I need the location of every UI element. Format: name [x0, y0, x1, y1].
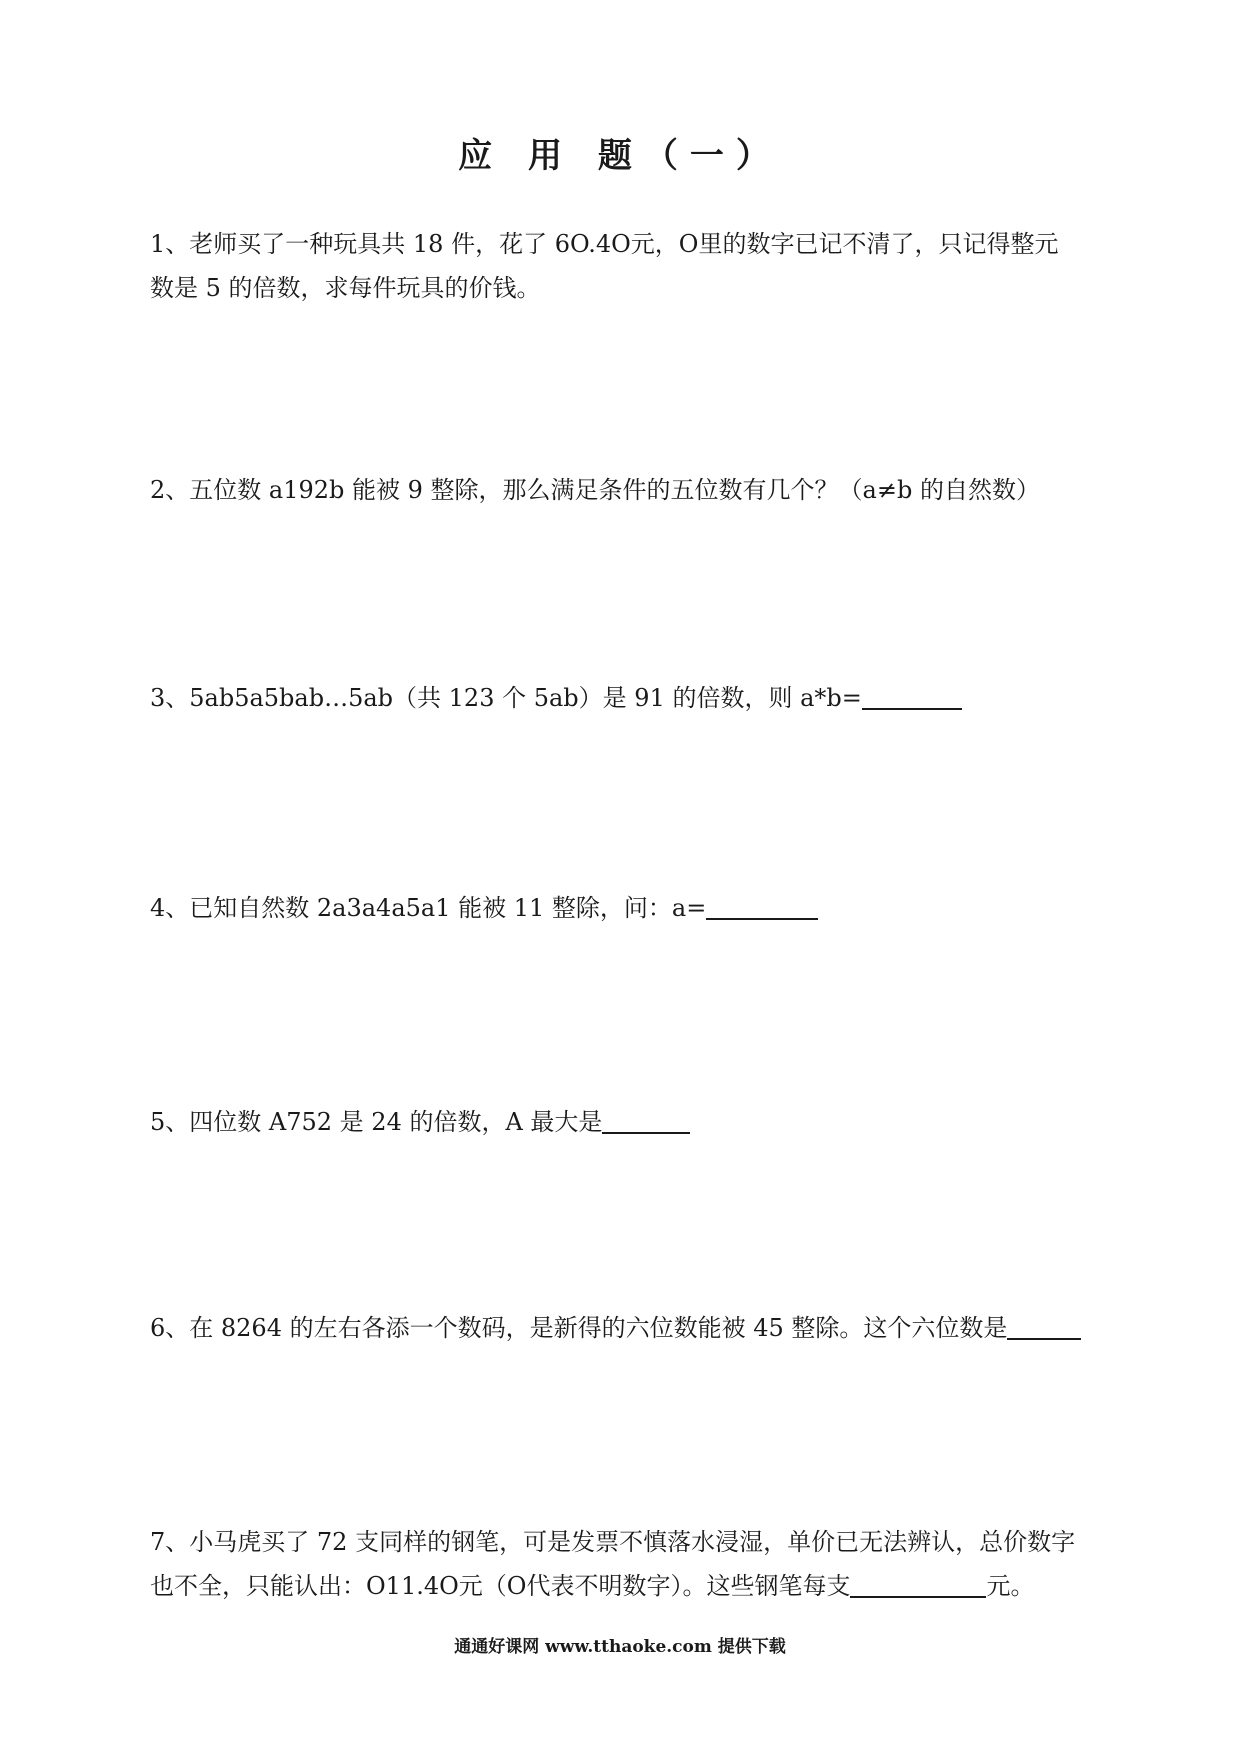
- problem-4-line-1: [150, 886, 1110, 930]
- problem-6: [150, 1306, 1110, 1350]
- problem-3: [150, 676, 1110, 720]
- page-footer: 通通好课网 www.tthaoke.com 提供下载: [454, 1637, 786, 1657]
- problem-3-line-1: [150, 676, 1110, 720]
- problem-1-line-1: 1、老师买了一种玩具共 18 件，花了 6O.4O元，O里的数字已记不清了，只记得整元: [150, 230, 1059, 258]
- problem-6-line-1: [150, 1306, 1110, 1350]
- problem-7-line-2: [150, 1564, 1110, 1608]
- problem-5: [150, 1100, 1110, 1144]
- problem-4: [150, 886, 1110, 930]
- problem-7-text-before: 也不全，只能认出：O11.4O元（O代表不明数字）。这些钢笔每支: [150, 1572, 851, 1600]
- problem-2: [150, 468, 1110, 512]
- problem-2-line-1: 2、五位数 a192b 能被 9 整除，那么满足条件的五位数有几个？（a≠b 的自然数）: [150, 476, 1040, 504]
- problem-6-text: 6、在 8264 的左右各添一个数码，是新得的六位数能被 45 整除。这个六位数是: [150, 1314, 1008, 1342]
- problem-7-text-after: 元。: [986, 1572, 1035, 1600]
- problem-7-line-1: 7、小马虎买了 72 支同样的钢笔，可是发票不慎落水浸湿，单价已无法辨认，总价数字: [150, 1528, 1076, 1556]
- answer-blank-5[interactable]: [602, 1104, 690, 1134]
- problem-1-line-2: 数是 5 的倍数，求每件玩具的价钱。: [150, 274, 541, 302]
- problem-1: [150, 222, 1110, 310]
- answer-blank-6[interactable]: [1007, 1310, 1081, 1340]
- page-title: 应 用 题（一）: [458, 136, 782, 176]
- answer-blank-7[interactable]: [850, 1568, 986, 1598]
- problem-7: [150, 1520, 1110, 1608]
- problem-3-text: 3、5ab5a5bab…5ab（共 123 个 5ab）是 91 的倍数，则 a*b=: [150, 684, 862, 712]
- problem-4-text: 4、已知自然数 2a3a4a5a1 能被 11 整除，问：a=: [150, 894, 707, 922]
- answer-blank-4[interactable]: [706, 890, 818, 920]
- answer-blank-3[interactable]: [862, 680, 962, 710]
- problem-5-line-1: [150, 1100, 1110, 1144]
- problem-5-text: 5、四位数 A752 是 24 的倍数，A 最大是: [150, 1108, 603, 1136]
